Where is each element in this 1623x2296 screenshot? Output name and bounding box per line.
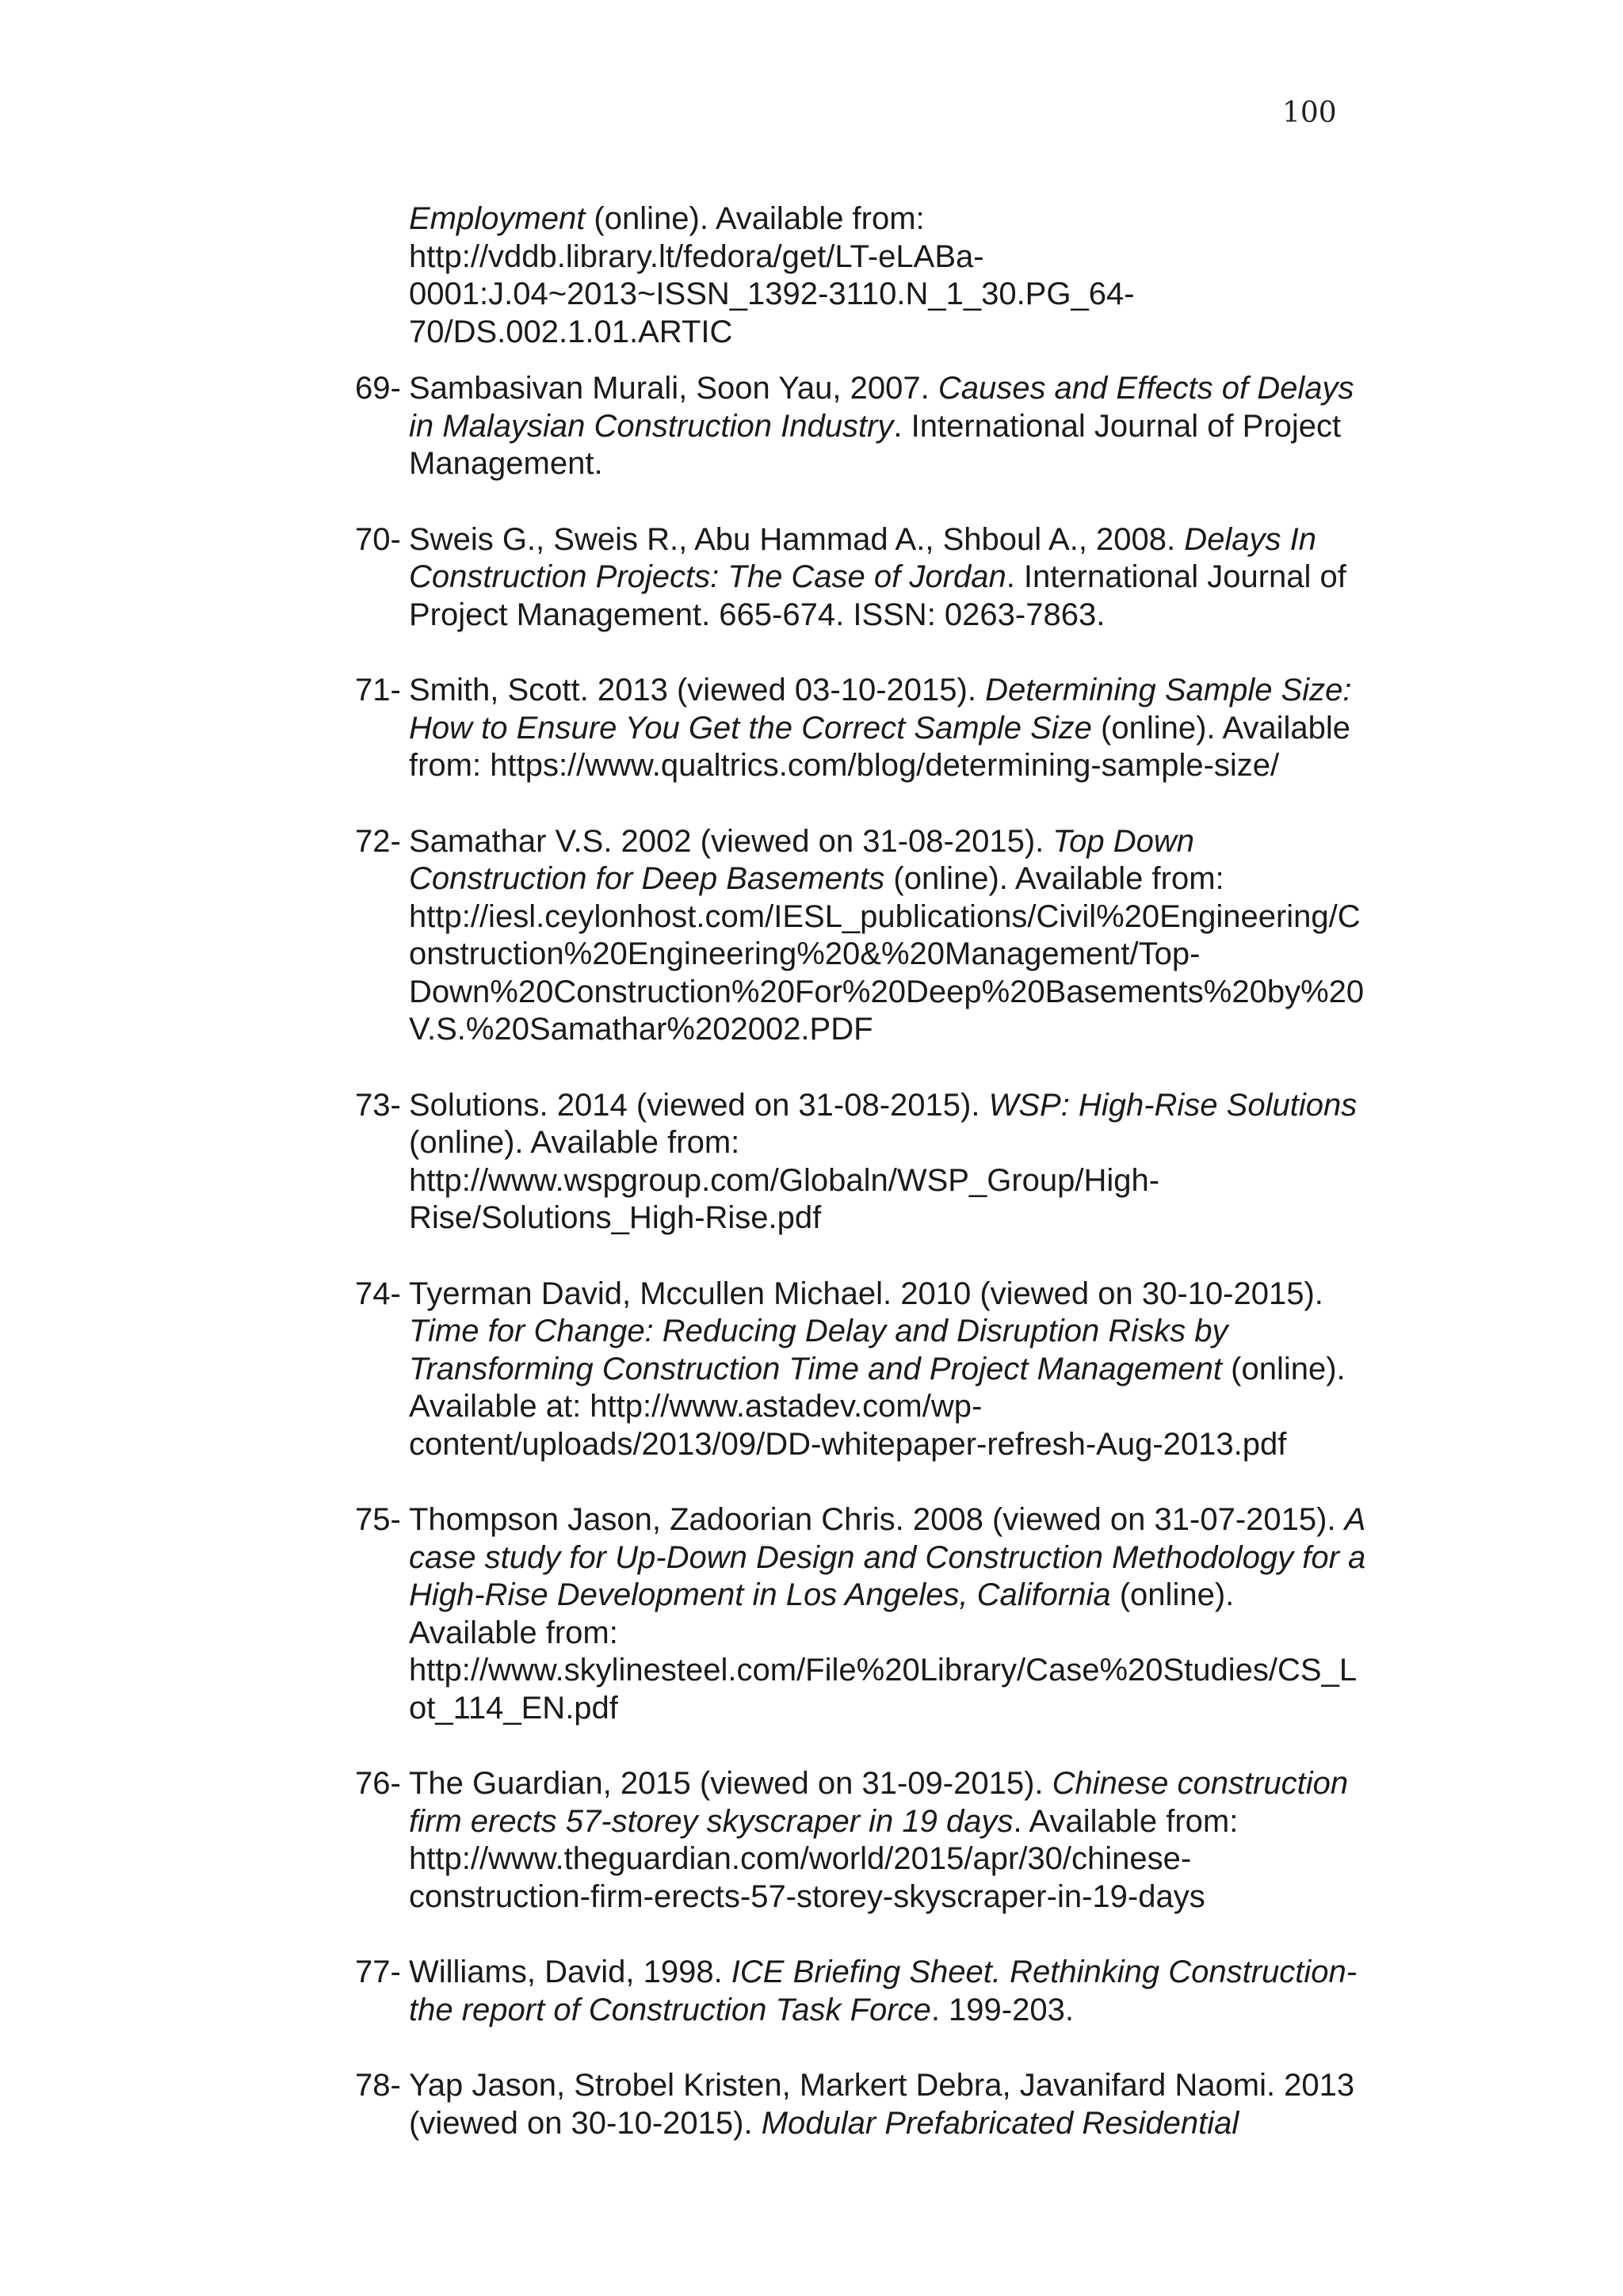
reference-entry [355, 200, 1409, 351]
reference-line [409, 1878, 1409, 1917]
page-number: 100 [1282, 97, 1337, 129]
reference-text-segment: http://www.theguardian.com/world/2015/apr/30/chinese- [409, 1841, 1192, 1876]
reference-text-segment: Sweis G., Sweis R., Abu Hammad A., Shboul A., 2008. [409, 521, 1185, 557]
reference-title-segment: High-Rise Development in Los Angeles, California [409, 1577, 1111, 1612]
reference-title-segment: in Malaysian Construction Industry [409, 408, 894, 444]
reference-number: 69- [355, 371, 401, 406]
reference-entry [355, 1501, 1409, 1727]
reference-title-segment: Chinese construction [1052, 1766, 1349, 1801]
reference-line [409, 370, 1409, 408]
reference-text-segment: V.S.%20Samathar%202002.PDF [409, 1012, 873, 1047]
reference-text-segment: Samathar V.S. 2002 (viewed on 31-08-2015). [409, 823, 1053, 859]
reference-title-segment: Time for Change: Reducing Delay and Disruption Risks by [409, 1314, 1228, 1348]
reference-line [409, 1765, 1409, 1803]
reference-title-segment: Top Down [1052, 823, 1195, 859]
reference-line [409, 1162, 1409, 1200]
reference-entry [355, 1954, 1409, 2029]
reference-text-segment: (online). Available from: [409, 1125, 740, 1160]
reference-line [409, 1313, 1409, 1351]
reference-line [409, 1954, 1409, 1992]
reference-number: 77- [355, 1955, 401, 1989]
reference-number: 73- [355, 1087, 401, 1123]
reference-text-segment: Smith, Scott. 2013 (viewed 03-10-2015). [409, 673, 986, 707]
reference-line [409, 1803, 1409, 1841]
reference-line [409, 1087, 1409, 1125]
reference-entry [355, 521, 1409, 635]
reference-line [409, 823, 1409, 861]
reference-text-segment: Available at: http://www.astadev.com/wp- [409, 1389, 983, 1424]
reference-text-segment: Yap Jason, Strobel Kristen, Markert Debra, Javanifard Naomi. 2013 [409, 2068, 1355, 2103]
reference-number: 70- [355, 521, 401, 557]
reference-text [409, 1765, 1409, 1916]
reference-line [409, 521, 1409, 559]
reference-text [409, 1954, 1409, 2029]
reference-text-segment: Available from: [409, 1615, 618, 1650]
reference-line [409, 860, 1409, 898]
reference-text-segment: Down%20Construction%20For%20Deep%20Basements%20by%20 [409, 974, 1365, 1009]
reference-text [409, 672, 1409, 785]
reference-line [409, 445, 1409, 483]
reference-number: 72- [355, 823, 401, 859]
reference-line [409, 597, 1409, 635]
reference-text-segment: construction-firm-erects-57-storey-skyscraper-in-19-days [409, 1878, 1205, 1914]
reference-title-segment: the report of Construction Task Force [409, 1992, 931, 2027]
reference-text-segment: (online). [1110, 1577, 1235, 1612]
reference-text [409, 1501, 1409, 1727]
reference-text-segment: http://vddb.library.lt/fedora/get/LT-eLABa- [409, 238, 984, 274]
reference-text [409, 823, 1409, 1049]
reference-title-segment: case study for Up-Down Design and Construction Methodology for a [409, 1539, 1366, 1575]
reference-text-segment: Tyerman David, Mccullen Michael. 2010 (viewed on 30-10-2015). [409, 1276, 1323, 1311]
reference-text-segment: 70/DS.002.1.01.ARTIC [409, 314, 733, 349]
reference-title-segment: Employment [409, 201, 586, 236]
reference-title-segment: Construction Projects: The Case of Jordan [409, 559, 1006, 594]
reference-line [409, 238, 1409, 277]
reference-title-segment: Modular Prefabricated Residential [761, 2105, 1239, 2141]
reference-line [409, 1351, 1409, 1389]
reference-text-segment: (online). Available from: [585, 201, 925, 236]
reference-text [409, 1087, 1409, 1238]
reference-line [409, 1388, 1409, 1426]
reference-title-segment: Causes and Effects of Delays [938, 371, 1354, 406]
reference-line [409, 276, 1409, 314]
reference-line [409, 936, 1409, 974]
reference-text-segment: Sambasivan Murali, Soon Yau, 2007. [409, 371, 938, 406]
reference-list [355, 200, 1409, 2180]
reference-title-segment: Transforming Construction Time and Project Management [409, 1351, 1223, 1386]
reference-title-segment: A [1344, 1502, 1366, 1537]
reference-text-segment: (online). [1222, 1351, 1346, 1386]
reference-title-segment: Delays In [1184, 521, 1317, 557]
reference-line [409, 200, 1409, 238]
reference-line [409, 1124, 1409, 1162]
reference-line [409, 1615, 1409, 1653]
reference-line [409, 1539, 1409, 1577]
reference-line [409, 1011, 1409, 1049]
reference-text-segment: from: https://www.qualtrics.com/blog/determining-sample-size/ [409, 748, 1280, 783]
reference-line [409, 1840, 1409, 1878]
reference-entry [355, 672, 1409, 785]
reference-line [409, 898, 1409, 936]
reference-text [409, 1276, 1409, 1464]
reference-line [409, 1199, 1409, 1238]
reference-text-segment: The Guardian, 2015 (viewed on 31-09-2015). [409, 1766, 1052, 1801]
reference-text-segment: . International Journal of [1006, 559, 1346, 594]
reference-line [409, 1276, 1409, 1314]
reference-text [409, 2067, 1409, 2142]
reference-text-segment: . International Journal of Project [893, 408, 1342, 444]
reference-number: 74- [355, 1276, 401, 1311]
reference-line [409, 1652, 1409, 1690]
reference-line [409, 747, 1409, 785]
reference-line [409, 2105, 1409, 2143]
reference-entry [355, 1276, 1409, 1464]
reference-line [409, 314, 1409, 352]
reference-title-segment: ICE Briefing Sheet. Rethinking Construction- [731, 1955, 1358, 1989]
reference-line [409, 672, 1409, 710]
reference-entry [355, 823, 1409, 1049]
reference-number: 71- [355, 673, 401, 707]
reference-text-segment: (viewed on 30-10-2015). [409, 2105, 762, 2141]
reference-title-segment: Construction for Deep Basements [409, 861, 885, 896]
reference-text-segment: onstruction%20Engineering%20&%20Management/Top- [409, 936, 1201, 971]
reference-entry [355, 1765, 1409, 1916]
reference-title-segment: WSP: High-Rise Solutions [988, 1087, 1358, 1123]
reference-line [409, 2067, 1409, 2105]
reference-title-segment: Determining Sample Size: [985, 673, 1352, 707]
reference-title-segment: firm erects 57-storey skyscraper in 19 days [409, 1803, 1014, 1839]
reference-number: 76- [355, 1766, 401, 1801]
reference-text-segment: (online). Available from: [884, 861, 1224, 896]
reference-text-segment: Thompson Jason, Zadoorian Chris. 2008 (viewed on 31-07-2015). [409, 1502, 1345, 1537]
reference-text-segment: (online). Available [1091, 710, 1351, 746]
reference-line [409, 1577, 1409, 1615]
reference-text-segment: Williams, David, 1998. [409, 1955, 731, 1989]
reference-line [409, 559, 1409, 597]
reference-line [409, 710, 1409, 748]
reference-line [409, 408, 1409, 446]
reference-number: 78- [355, 2068, 401, 2103]
reference-entry [355, 370, 1409, 483]
reference-line [409, 1690, 1409, 1728]
reference-line [409, 974, 1409, 1012]
reference-number: 75- [355, 1502, 401, 1537]
reference-line [409, 1501, 1409, 1539]
reference-text-segment: http://iesl.ceylonhost.com/IESL_publications/Civil%20Engineering/C [409, 898, 1361, 934]
reference-text [409, 200, 1409, 351]
reference-text-segment: Rise/Solutions_High-Rise.pdf [409, 1200, 822, 1235]
reference-text-segment: 0001:J.04~2013~ISSN_1392-3110.N_1_30.PG_64- [409, 277, 1135, 311]
reference-text [409, 521, 1409, 635]
reference-text-segment: http://www.skylinesteel.com/File%20Library/Case%20Studies/CS_L [409, 1653, 1358, 1688]
reference-text-segment: ot_114_EN.pdf [409, 1690, 618, 1726]
reference-text-segment: Project Management. 665-674. ISSN: 0263-7863. [409, 597, 1106, 632]
reference-text-segment: content/uploads/2013/09/DD-whitepaper-refresh-Aug-2013.pdf [409, 1426, 1287, 1462]
reference-title-segment: How to Ensure You Get the Correct Sample Size [409, 710, 1092, 746]
reference-text-segment: . 199-203. [930, 1992, 1074, 2027]
reference-text-segment: . Available from: [1013, 1803, 1239, 1839]
reference-text [409, 370, 1409, 483]
reference-line [409, 1992, 1409, 2030]
reference-text-segment: Solutions. 2014 (viewed on 31-08-2015). [409, 1087, 989, 1123]
reference-entry [355, 2067, 1409, 2142]
reference-entry [355, 1087, 1409, 1238]
reference-text-segment: http://www.wspgroup.com/Globaln/WSP_Group/High- [409, 1162, 1160, 1198]
reference-text-segment: Management. [409, 446, 603, 481]
reference-line [409, 1426, 1409, 1464]
